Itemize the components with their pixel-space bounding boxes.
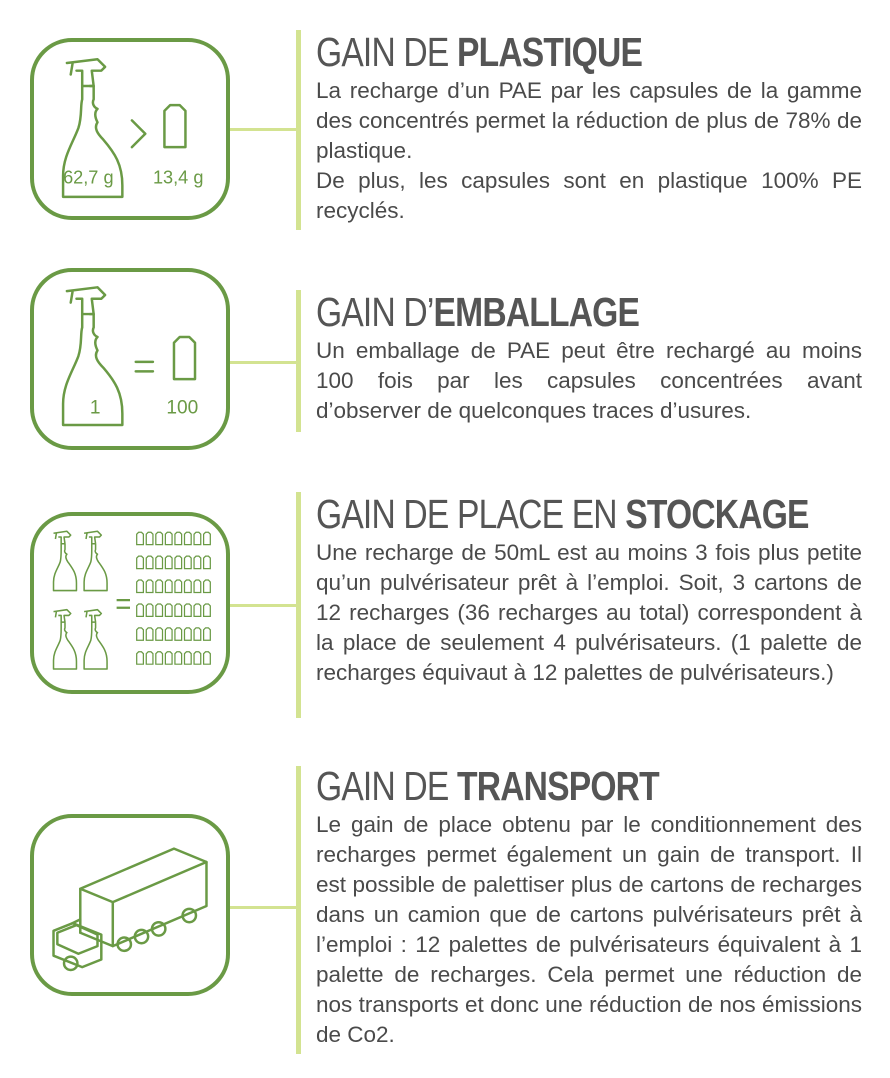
count-left-label: 1 xyxy=(89,397,101,419)
icon-box-plastique xyxy=(30,38,230,220)
icon-box-stockage xyxy=(30,512,230,694)
section-title xyxy=(316,490,809,538)
section-title xyxy=(316,28,642,76)
section-body xyxy=(316,76,862,226)
icon-box-emballage xyxy=(30,268,230,450)
title-bold: EMBALLAGE xyxy=(433,289,640,335)
body-paragraph: Une recharge de 50mL est au moins 3 fois plus petite qu’un pulvérisateur prêt à l’emploi. Soit, 3 cartons de 12 recharges (36 recharges au total) correspondent à la place de seulement 4 pulvérisateurs. (1 palette de recharges équivaut à 12 palettes de pulvérisateurs.) xyxy=(316,540,862,685)
section-body xyxy=(316,336,862,426)
spray-bottle-vs-capsule-icon xyxy=(34,42,226,216)
vertical-divider xyxy=(296,492,301,718)
body-paragraph: La recharge d’un PAE par les capsules de la gamme des concentrés permet la réduction de plus de 78% de plastique. xyxy=(316,78,862,163)
body-paragraph: Le gain de place obtenu par le conditionnement des recharges permet également un gain de transport. Il est possible de palettiser plus de cartons de recharges dans un camion que de cartons pulvérisateurs prêt à l’emploi : 12 palettes de pulvérisateurs équivalent à 1 palette de recharges. Cela permet une réduction de nos transports et donc une réduction de nos émissions de Co2. xyxy=(316,812,862,1047)
weight-left-label: 62,7 g xyxy=(63,167,114,188)
icon-box-transport xyxy=(30,814,230,996)
capsules-grid xyxy=(137,532,211,664)
vertical-divider xyxy=(296,766,301,1054)
title-prefix: GAIN DE xyxy=(316,29,458,75)
vertical-divider xyxy=(296,30,301,230)
truck-icon xyxy=(34,818,226,992)
vertical-divider xyxy=(296,290,301,432)
section-body xyxy=(316,538,862,688)
title-bold: PLASTIQUE xyxy=(457,29,643,75)
title-bold: TRANSPORT xyxy=(457,763,659,809)
section-body xyxy=(316,810,862,1050)
title-prefix: GAIN D’ xyxy=(316,289,434,335)
section-title xyxy=(316,288,639,336)
weight-right-label: 13,4 g xyxy=(152,167,204,188)
title-bold: STOCKAGE xyxy=(625,491,809,537)
title-prefix: GAIN DE xyxy=(316,763,458,809)
connector-line xyxy=(230,128,298,131)
connector-line xyxy=(230,906,298,909)
connector-line xyxy=(230,604,298,607)
title-prefix: GAIN DE PLACE EN xyxy=(316,491,626,537)
section-title xyxy=(316,762,659,810)
connector-line xyxy=(230,361,298,364)
bottles-equals-capsules-grid-icon xyxy=(34,516,226,690)
body-paragraph: De plus, les capsules sont en plastique 100% PE recyclés. xyxy=(316,168,862,223)
body-paragraph: Un emballage de PAE peut être rechargé au moins 100 fois par les capsules concentrées avant d’observer de quelconques traces d’usures. xyxy=(316,338,862,423)
count-right-label: 100 xyxy=(166,397,199,419)
spray-bottle-equals-capsule-icon xyxy=(34,272,226,446)
